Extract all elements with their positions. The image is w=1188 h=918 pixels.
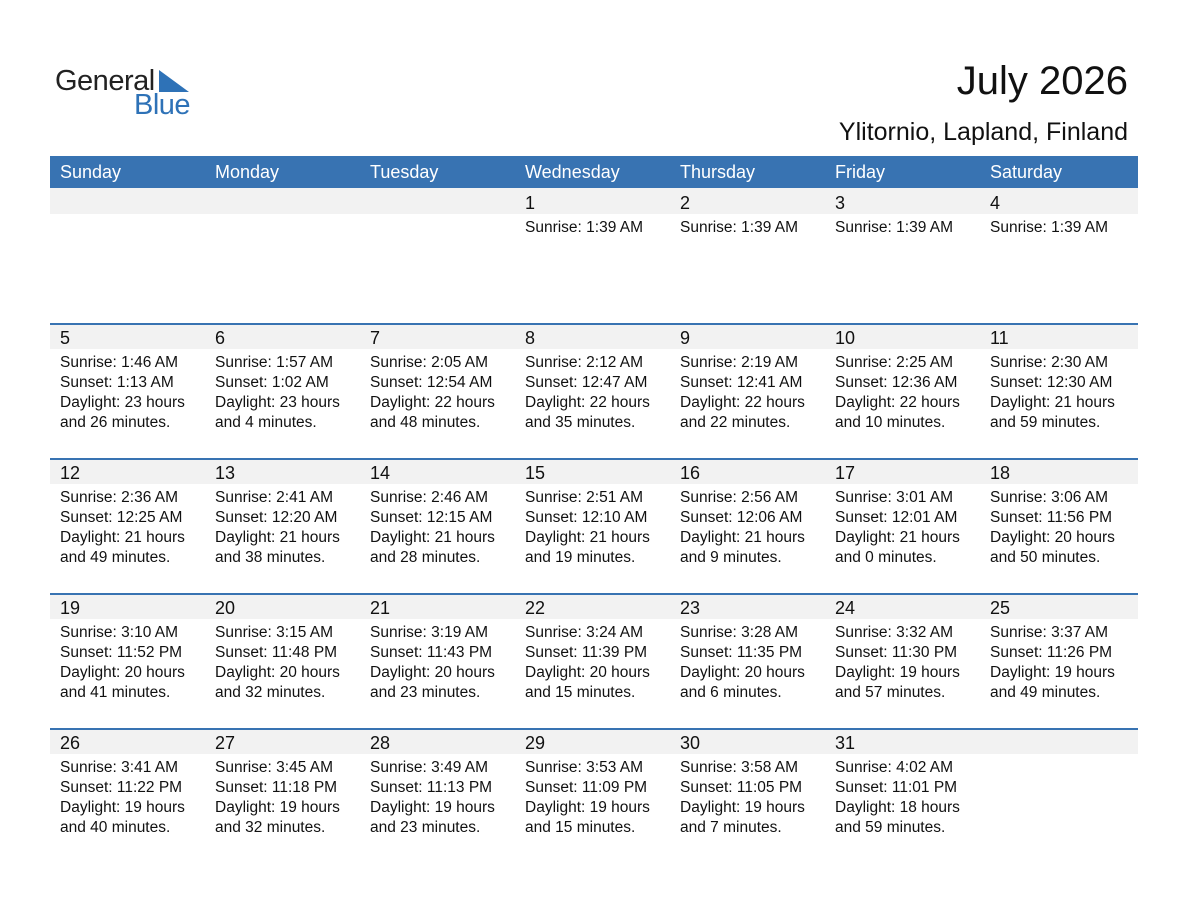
daylight-minutes-text: and 35 minutes. (525, 414, 636, 431)
sunrise-text: Sunrise: 1:39 AM (990, 219, 1109, 236)
sunrise-text: Sunrise: 1:39 AM (835, 219, 954, 236)
day-number: 24 (835, 598, 856, 618)
daylight-minutes-text: and 59 minutes. (835, 819, 946, 836)
day-details (525, 758, 650, 838)
day-cell-7 (360, 323, 515, 458)
day-cell-8 (515, 323, 670, 458)
day-details (60, 488, 185, 568)
weekday-wednesday: Wednesday (525, 162, 620, 182)
daylight-minutes-text: and 23 minutes. (370, 684, 481, 701)
daylight-minutes-text: and 6 minutes. (680, 684, 782, 701)
daylight-text: Daylight: 21 hours (215, 529, 340, 546)
daylight-text: Daylight: 22 hours (525, 394, 650, 411)
day-number: 27 (215, 733, 236, 753)
sunset-text: Sunset: 12:20 AM (215, 509, 338, 526)
daylight-minutes-text: and 59 minutes. (990, 414, 1101, 431)
day-details (215, 353, 340, 433)
daylight-minutes-text: and 22 minutes. (680, 414, 791, 431)
day-cell-5 (50, 323, 205, 458)
daylight-text: Daylight: 21 hours (370, 529, 495, 546)
day-number: 28 (370, 733, 391, 753)
day-cell-19 (50, 593, 205, 728)
daylight-text: Daylight: 19 hours (835, 664, 960, 681)
sunrise-text: Sunrise: 2:19 AM (680, 354, 799, 371)
day-details (835, 623, 960, 703)
day-number: 19 (60, 598, 81, 618)
daylight-minutes-text: and 7 minutes. (680, 819, 782, 836)
day-details (525, 488, 650, 568)
day-cell-25 (980, 593, 1135, 728)
sunset-text: Sunset: 11:35 PM (680, 644, 803, 661)
weekday-header (50, 156, 1138, 188)
day-number: 31 (835, 733, 856, 753)
sunset-text: Sunset: 11:01 PM (835, 779, 958, 796)
day-cell-23 (670, 593, 825, 728)
daylight-text: Daylight: 19 hours (60, 799, 185, 816)
logo-word-blue: Blue (134, 89, 191, 121)
day-details (525, 623, 650, 703)
sunset-text: Sunset: 12:10 AM (525, 509, 648, 526)
sunrise-text: Sunrise: 2:12 AM (525, 354, 644, 371)
day-details (525, 353, 650, 433)
sunset-text: Sunset: 12:47 AM (525, 374, 648, 391)
sunset-text: Sunset: 11:52 PM (60, 644, 183, 661)
daylight-minutes-text: and 32 minutes. (215, 684, 326, 701)
daylight-minutes-text: and 26 minutes. (60, 414, 171, 431)
day-number: 1 (525, 193, 536, 213)
day-cell-28 (360, 728, 515, 863)
calendar-location: Ylitornio, Lapland, Finland (838, 118, 1128, 146)
day-number: 11 (990, 328, 1009, 348)
sunset-text: Sunset: 11:22 PM (60, 779, 183, 796)
daylight-minutes-text: and 23 minutes. (370, 819, 481, 836)
day-details (370, 758, 495, 838)
sunset-text: Sunset: 11:13 PM (370, 779, 493, 796)
sunset-text: Sunset: 12:30 AM (990, 374, 1113, 391)
daylight-text: Daylight: 23 hours (60, 394, 185, 411)
day-details (60, 623, 185, 703)
day-details (835, 353, 960, 433)
daylight-text: Daylight: 19 hours (370, 799, 495, 816)
sunrise-text: Sunrise: 2:56 AM (680, 489, 799, 506)
day-details (215, 623, 340, 703)
sunset-text: Sunset: 12:36 AM (835, 374, 958, 391)
sunset-text: Sunset: 12:25 AM (60, 509, 183, 526)
daylight-minutes-text: and 49 minutes. (990, 684, 1101, 701)
daylight-minutes-text: and 15 minutes. (525, 819, 636, 836)
day-cell-14 (360, 458, 515, 593)
day-details (835, 758, 960, 838)
day-details (60, 758, 185, 838)
logo-word-general: General (55, 65, 155, 97)
weekday-monday: Monday (215, 162, 280, 182)
day-number: 2 (680, 193, 691, 213)
week-row (50, 323, 1138, 458)
day-number: 4 (990, 193, 1001, 213)
day-cell-11 (980, 323, 1135, 458)
daylight-text: Daylight: 19 hours (215, 799, 340, 816)
day-details (990, 623, 1115, 703)
sunrise-text: Sunrise: 3:24 AM (525, 624, 644, 641)
weekday-saturday: Saturday (990, 162, 1063, 182)
day-details (370, 353, 495, 433)
daylight-minutes-text: and 19 minutes. (525, 549, 636, 566)
sunrise-text: Sunrise: 2:05 AM (370, 354, 489, 371)
daylight-text: Daylight: 20 hours (60, 664, 185, 681)
day-details (525, 218, 643, 238)
sunrise-text: Sunrise: 3:32 AM (835, 624, 954, 641)
day-details (60, 353, 185, 433)
sunrise-text: Sunrise: 1:57 AM (215, 354, 334, 371)
daylight-text: Daylight: 21 hours (525, 529, 650, 546)
sunrise-text: Sunrise: 2:25 AM (835, 354, 954, 371)
week-row (50, 593, 1138, 728)
daylight-minutes-text: and 28 minutes. (370, 549, 481, 566)
day-details (680, 623, 805, 703)
day-number: 10 (835, 328, 856, 348)
sunrise-text: Sunrise: 3:37 AM (990, 624, 1109, 641)
daylight-text: Daylight: 21 hours (835, 529, 960, 546)
daylight-text: Daylight: 20 hours (215, 664, 340, 681)
daylight-minutes-text: and 9 minutes. (680, 549, 782, 566)
day-details (835, 218, 953, 238)
daylight-text: Daylight: 20 hours (680, 664, 805, 681)
day-number: 20 (215, 598, 236, 618)
weekday-thursday: Thursday (680, 162, 756, 182)
daylight-text: Daylight: 22 hours (680, 394, 805, 411)
sunrise-text: Sunrise: 3:06 AM (990, 489, 1109, 506)
sunrise-text: Sunrise: 3:45 AM (215, 759, 334, 776)
daylight-text: Daylight: 21 hours (680, 529, 805, 546)
day-cell-12 (50, 458, 205, 593)
day-details (990, 353, 1115, 433)
day-cell-10 (825, 323, 980, 458)
day-number: 5 (60, 328, 71, 348)
day-cell-3 (825, 188, 980, 323)
sunrise-text: Sunrise: 3:41 AM (60, 759, 179, 776)
day-details (835, 488, 960, 568)
day-number: 13 (215, 463, 236, 483)
weekday-tuesday: Tuesday (370, 162, 439, 182)
day-details (990, 218, 1108, 238)
daylight-minutes-text: and 40 minutes. (60, 819, 171, 836)
day-cell-29 (515, 728, 670, 863)
sunrise-text: Sunrise: 3:49 AM (370, 759, 489, 776)
sunset-text: Sunset: 11:39 PM (525, 644, 648, 661)
sunset-text: Sunset: 11:43 PM (370, 644, 493, 661)
daylight-text: Daylight: 21 hours (60, 529, 185, 546)
day-number: 3 (835, 193, 846, 213)
sunrise-text: Sunrise: 3:15 AM (215, 624, 334, 641)
day-cell-16 (670, 458, 825, 593)
day-cell-20 (205, 593, 360, 728)
sunrise-text: Sunrise: 2:30 AM (990, 354, 1109, 371)
day-cell-9 (670, 323, 825, 458)
sunrise-text: Sunrise: 1:39 AM (680, 219, 799, 236)
day-cell-13 (205, 458, 360, 593)
sunset-text: Sunset: 11:26 PM (990, 644, 1113, 661)
day-cell-6 (205, 323, 360, 458)
daylight-minutes-text: and 32 minutes. (215, 819, 326, 836)
daylight-text: Daylight: 19 hours (525, 799, 650, 816)
sunset-text: Sunset: 12:54 AM (370, 374, 493, 391)
day-number: 30 (680, 733, 701, 753)
day-details (370, 488, 495, 568)
daylight-text: Daylight: 19 hours (990, 664, 1115, 681)
daylight-minutes-text: and 57 minutes. (835, 684, 946, 701)
sunrise-text: Sunrise: 3:10 AM (60, 624, 179, 641)
day-number: 7 (370, 328, 381, 348)
day-cell-1 (515, 188, 670, 323)
day-number: 15 (525, 463, 546, 483)
week-row (50, 728, 1138, 863)
day-details (680, 353, 805, 433)
daylight-minutes-text: and 4 minutes. (215, 414, 317, 431)
day-number: 23 (680, 598, 701, 618)
day-cell-4 (980, 188, 1135, 323)
day-details (215, 758, 340, 838)
day-number: 9 (680, 328, 691, 348)
day-cell-30 (670, 728, 825, 863)
sunrise-text: Sunrise: 1:46 AM (60, 354, 179, 371)
day-cell-27 (205, 728, 360, 863)
day-cell-2 (670, 188, 825, 323)
sunrise-text: Sunrise: 2:41 AM (215, 489, 334, 506)
sunrise-text: Sunrise: 3:53 AM (525, 759, 644, 776)
sunset-text: Sunset: 12:15 AM (370, 509, 493, 526)
day-cell-31 (825, 728, 980, 863)
sunset-text: Sunset: 12:06 AM (680, 509, 803, 526)
day-details (680, 488, 805, 568)
daylight-text: Daylight: 22 hours (370, 394, 495, 411)
daylight-text: Daylight: 21 hours (990, 394, 1115, 411)
daylight-minutes-text: and 10 minutes. (835, 414, 946, 431)
sunset-text: Sunset: 11:30 PM (835, 644, 958, 661)
day-cell-22 (515, 593, 670, 728)
day-cell-18 (980, 458, 1135, 593)
daylight-minutes-text: and 0 minutes. (835, 549, 937, 566)
calendar-title: July 2026 (956, 59, 1128, 103)
daylight-text: Daylight: 23 hours (215, 394, 340, 411)
sunrise-text: Sunrise: 3:01 AM (835, 489, 954, 506)
sunset-text: Sunset: 11:56 PM (990, 509, 1113, 526)
day-details (990, 488, 1115, 568)
day-number: 17 (835, 463, 856, 483)
daylight-minutes-text: and 49 minutes. (60, 549, 171, 566)
sunrise-text: Sunrise: 2:46 AM (370, 489, 489, 506)
weekday-friday: Friday (835, 162, 886, 182)
daylight-text: Daylight: 20 hours (370, 664, 495, 681)
day-details (215, 488, 340, 568)
day-number: 21 (370, 598, 391, 618)
sunrise-text: Sunrise: 1:39 AM (525, 219, 644, 236)
day-number: 12 (60, 463, 81, 483)
daylight-minutes-text: and 38 minutes. (215, 549, 326, 566)
week-row (50, 458, 1138, 593)
sunrise-text: Sunrise: 2:51 AM (525, 489, 644, 506)
day-cell-24 (825, 593, 980, 728)
day-number: 25 (990, 598, 1011, 618)
daylight-text: Daylight: 22 hours (835, 394, 960, 411)
sunset-text: Sunset: 11:09 PM (525, 779, 648, 796)
sunrise-text: Sunrise: 3:19 AM (370, 624, 489, 641)
sunset-text: Sunset: 12:01 AM (835, 509, 958, 526)
day-number: 18 (990, 463, 1011, 483)
day-number: 8 (525, 328, 536, 348)
weekday-sunday: Sunday (60, 162, 122, 182)
sunrise-text: Sunrise: 3:28 AM (680, 624, 799, 641)
daylight-minutes-text: and 50 minutes. (990, 549, 1101, 566)
day-number: 16 (680, 463, 701, 483)
day-cell-15 (515, 458, 670, 593)
day-number: 14 (370, 463, 391, 483)
day-number: 26 (60, 733, 81, 753)
daylight-minutes-text: and 41 minutes. (60, 684, 171, 701)
day-number: 6 (215, 328, 226, 348)
sunset-text: Sunset: 11:18 PM (215, 779, 338, 796)
day-details (680, 758, 805, 838)
generalblue-logo (55, 64, 205, 120)
sunset-text: Sunset: 11:48 PM (215, 644, 338, 661)
day-number: 22 (525, 598, 546, 618)
day-cell-21 (360, 593, 515, 728)
daylight-text: Daylight: 20 hours (525, 664, 650, 681)
day-details (680, 218, 798, 238)
sunrise-text: Sunrise: 4:02 AM (835, 759, 954, 776)
daylight-text: Daylight: 18 hours (835, 799, 960, 816)
daylight-minutes-text: and 15 minutes. (525, 684, 636, 701)
day-number: 29 (525, 733, 546, 753)
sunrise-text: Sunrise: 3:58 AM (680, 759, 799, 776)
sunset-text: Sunset: 11:05 PM (680, 779, 803, 796)
day-details (370, 623, 495, 703)
daylight-minutes-text: and 48 minutes. (370, 414, 481, 431)
daylight-text: Daylight: 20 hours (990, 529, 1115, 546)
sunset-text: Sunset: 12:41 AM (680, 374, 803, 391)
day-cell-17 (825, 458, 980, 593)
day-cell-26 (50, 728, 205, 863)
daylight-text: Daylight: 19 hours (680, 799, 805, 816)
sunrise-text: Sunrise: 2:36 AM (60, 489, 179, 506)
week-row (50, 188, 1138, 323)
sunset-text: Sunset: 1:13 AM (60, 374, 174, 391)
sunset-text: Sunset: 1:02 AM (215, 374, 329, 391)
